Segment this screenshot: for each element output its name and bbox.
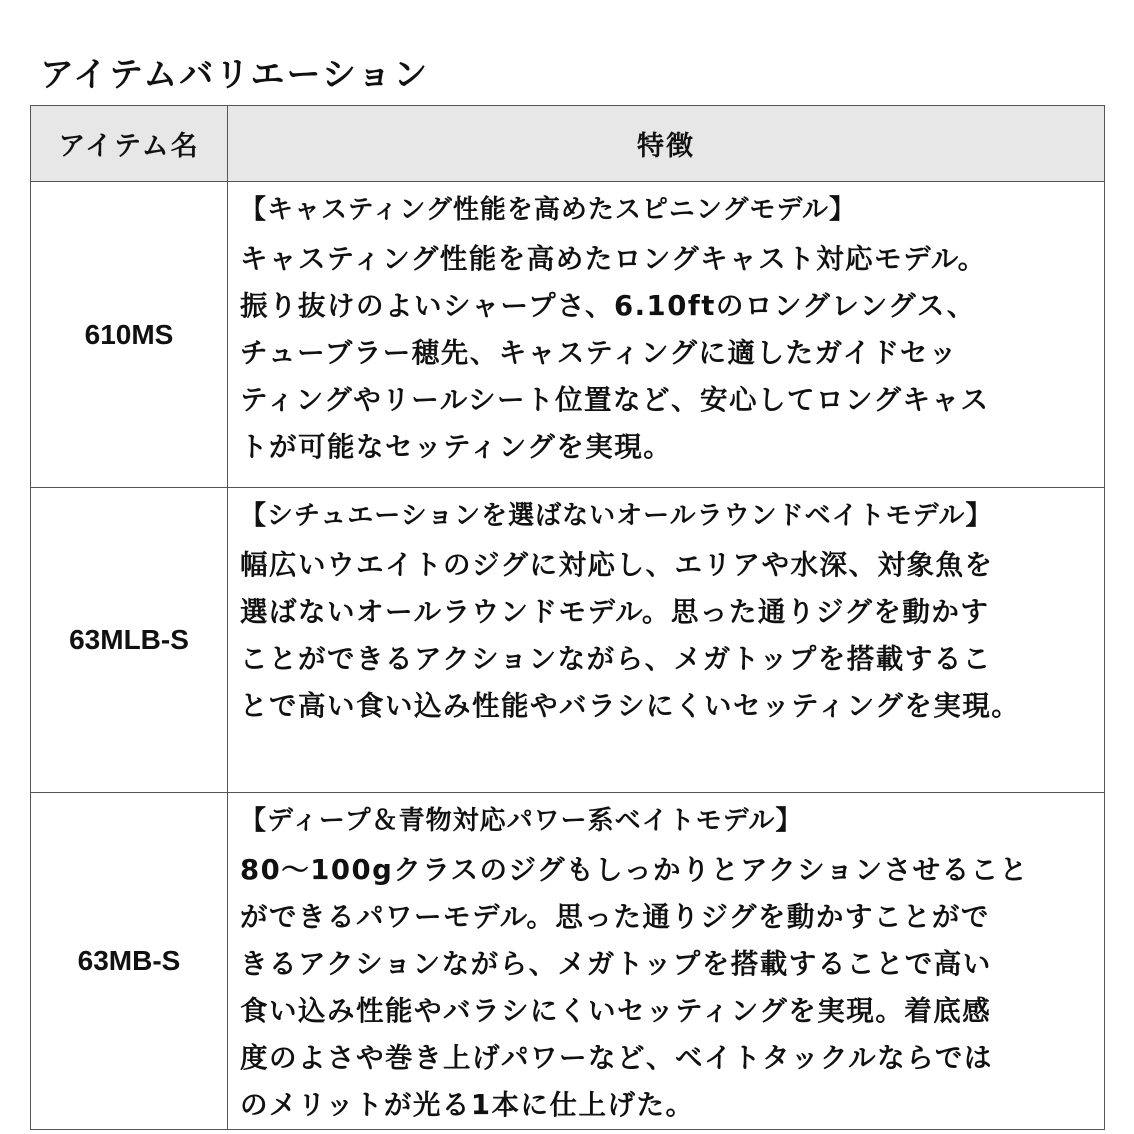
- item-name-cell: 610MS: [31, 182, 228, 488]
- table-row: [31, 182, 1105, 488]
- feature-title: 【ディープ＆青物対応パワー系ベイトモデル】: [240, 806, 803, 836]
- header-item-name: アイテム名: [31, 106, 228, 182]
- item-name-cell: 63MB-S: [31, 793, 228, 1130]
- feature-title: 【シチュエーションを選ばないオールラウンドベイトモデル】: [240, 501, 993, 531]
- feature-cell: [228, 182, 1105, 488]
- feature-cell: [228, 488, 1105, 793]
- table-row: [31, 793, 1105, 1130]
- page-title: アイテムバリエーション: [40, 54, 430, 95]
- table-row: [31, 488, 1105, 793]
- feature-description: 幅広いウエイトのジグに対応し、エリアや水深、対象魚を 選ばないオールラウンドモデル。思った通りジグを動かす ことができるアクションながら、メガトップを搭載するこ とで高い食い込み性能やバラシにくいセッティングを実現。: [240, 549, 1021, 722]
- table-header-row: [31, 106, 1105, 182]
- item-variation-table: [30, 105, 1105, 1130]
- feature-description: キャスティング性能を高めたロングキャスト対応モデル。 振り抜けのよいシャープさ、6.10ftのロングレングス、 チューブラー穂先、キャスティングに適したガイドセッ ティングやリールシート位置など、安心してロングキャス トが可能なセッティングを実現。: [240, 243, 990, 463]
- feature-description: 80〜100gクラスのジグもしっかりとアクションさせること ができるパワーモデル。思った通りジグを動かすことがで きるアクションながら、メガトップを搭載することで高い 食い込み性能やバラシにくいセッティングを実現。着底感 度のよさや巻き上げパワーなど、ベイトタックルならでは のメリットが光る1本に仕上げた。: [240, 854, 1029, 1121]
- header-feature: 特徴: [228, 106, 1105, 182]
- feature-title: 【キャスティング性能を高めたスピニングモデル】: [240, 195, 857, 225]
- feature-cell: [228, 793, 1105, 1130]
- item-name-cell: 63MLB-S: [31, 488, 228, 793]
